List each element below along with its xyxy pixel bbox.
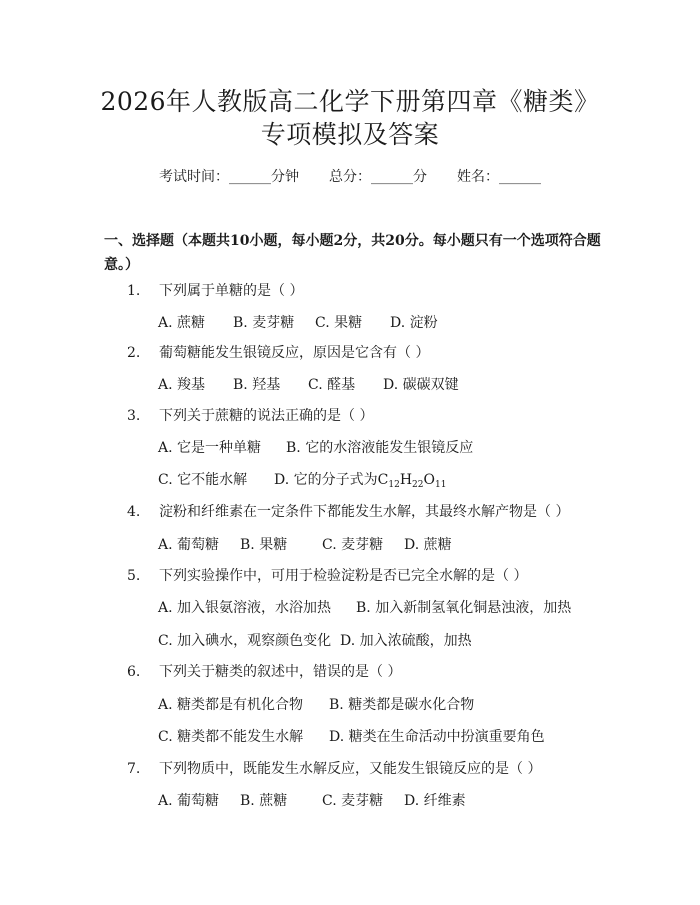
option-d: D. 淀粉: [390, 315, 438, 331]
option-d: D. 纤维素: [404, 793, 466, 809]
options-q5-row1: [158, 598, 571, 618]
question-number: 1.: [127, 283, 141, 299]
option-c: C. 醛基: [308, 377, 356, 393]
option-b: B. 加入新制氢氧化铜悬浊液，加热: [356, 600, 572, 616]
options-q5-row2: [158, 631, 472, 651]
option-b: B. 麦芽糖: [233, 315, 295, 331]
question-5: [127, 566, 527, 586]
student-name-field: 姓名：______: [457, 169, 541, 185]
option-d: D. 它的分子式为$C_{12}H_{22}O_{11}$: [274, 472, 447, 490]
question-text: 下列关于糖类的叙述中，错误的是（ ）: [159, 664, 402, 680]
question-number: 7.: [127, 761, 141, 777]
options-q3-row1: [158, 438, 473, 458]
question-1: [127, 281, 303, 301]
option-a: A. 葡萄糖: [158, 537, 220, 553]
option-d: D. 碳碳双键: [383, 377, 459, 393]
question-6: [127, 662, 401, 682]
options-q6-row1: [158, 695, 474, 715]
question-text: 下列属于单糖的是（ ）: [159, 283, 304, 299]
option-d: D. 蔗糖: [404, 537, 452, 553]
question-text: 葡萄糖能发生银镜反应，原因是它含有（ ）: [159, 345, 430, 361]
exam-score-field: 总分：______分: [329, 169, 427, 185]
option-c: C. 它不能水解: [158, 472, 248, 488]
option-b: B. 羟基: [233, 377, 281, 393]
question-3: [127, 406, 373, 426]
formula-sucrose: $C_{12}H_{22}O_{11}$: [377, 472, 447, 490]
option-a: A. 蔗糖: [158, 315, 206, 331]
option-c: C. 加入碘水，观察颜色变化: [158, 633, 332, 649]
option-a: A. 加入银氨溶液，水浴加热: [158, 600, 332, 616]
option-a: A. 羧基: [158, 377, 206, 393]
question-number: 6.: [127, 664, 141, 680]
options-q7: [158, 791, 466, 811]
page-title-line1: 2026年人教版高二化学下册第四章《糖类》: [100, 87, 600, 116]
option-c: C. 果糖: [315, 315, 363, 331]
option-b: B. 果糖: [240, 537, 288, 553]
option-b: B. 蔗糖: [240, 793, 288, 809]
option-c: C. 麦芽糖: [322, 537, 384, 553]
section-heading-choice: 一、选择题（本题共10小题，每小题2分，共20分。每小题只有一个选项符合题意。）: [104, 233, 601, 273]
option-d: D. 加入浓硫酸，加热: [340, 633, 472, 649]
option-c: C. 糖类都不能发生水解: [158, 729, 304, 745]
option-d: D. 糖类在生命活动中扮演重要角色: [329, 729, 545, 745]
options-q4: [158, 535, 452, 555]
options-q3-row2: [158, 470, 446, 490]
option-a: A. 葡萄糖: [158, 793, 220, 809]
option-b: B. 它的水溶液能发生银镜反应: [286, 440, 474, 456]
options-q1: [158, 313, 438, 333]
option-a: A. 它是一种单糖: [158, 440, 262, 456]
question-text: 下列实验操作中，可用于检验淀粉是否已完全水解的是（ ）: [159, 568, 528, 584]
question-number: 2.: [127, 345, 141, 361]
option-a: A. 糖类都是有机化合物: [158, 697, 304, 713]
exam-info: [0, 167, 700, 187]
options-q6-row2: [158, 727, 545, 747]
question-2: [127, 343, 429, 363]
option-c: C. 麦芽糖: [322, 793, 384, 809]
question-text: 下列物质中，既能发生水解反应，又能发生银镜反应的是（ ）: [159, 761, 542, 777]
exam-time-field: 考试时间：______分钟: [159, 169, 299, 185]
options-q2: [158, 375, 459, 395]
question-4: [127, 502, 569, 522]
option-b: B. 糖类都是碳水化合物: [329, 697, 475, 713]
question-7: [127, 759, 541, 779]
question-number: 5.: [127, 568, 141, 584]
question-number: 4.: [127, 504, 141, 520]
question-number: 3.: [127, 408, 141, 424]
question-text: 下列关于蔗糖的说法正确的是（ ）: [159, 408, 374, 424]
question-text: 淀粉和纤维素在一定条件下都能发生水解，其最终水解产物是（ ）: [159, 504, 570, 520]
page-title-line2: 专项模拟及答案: [260, 120, 440, 149]
